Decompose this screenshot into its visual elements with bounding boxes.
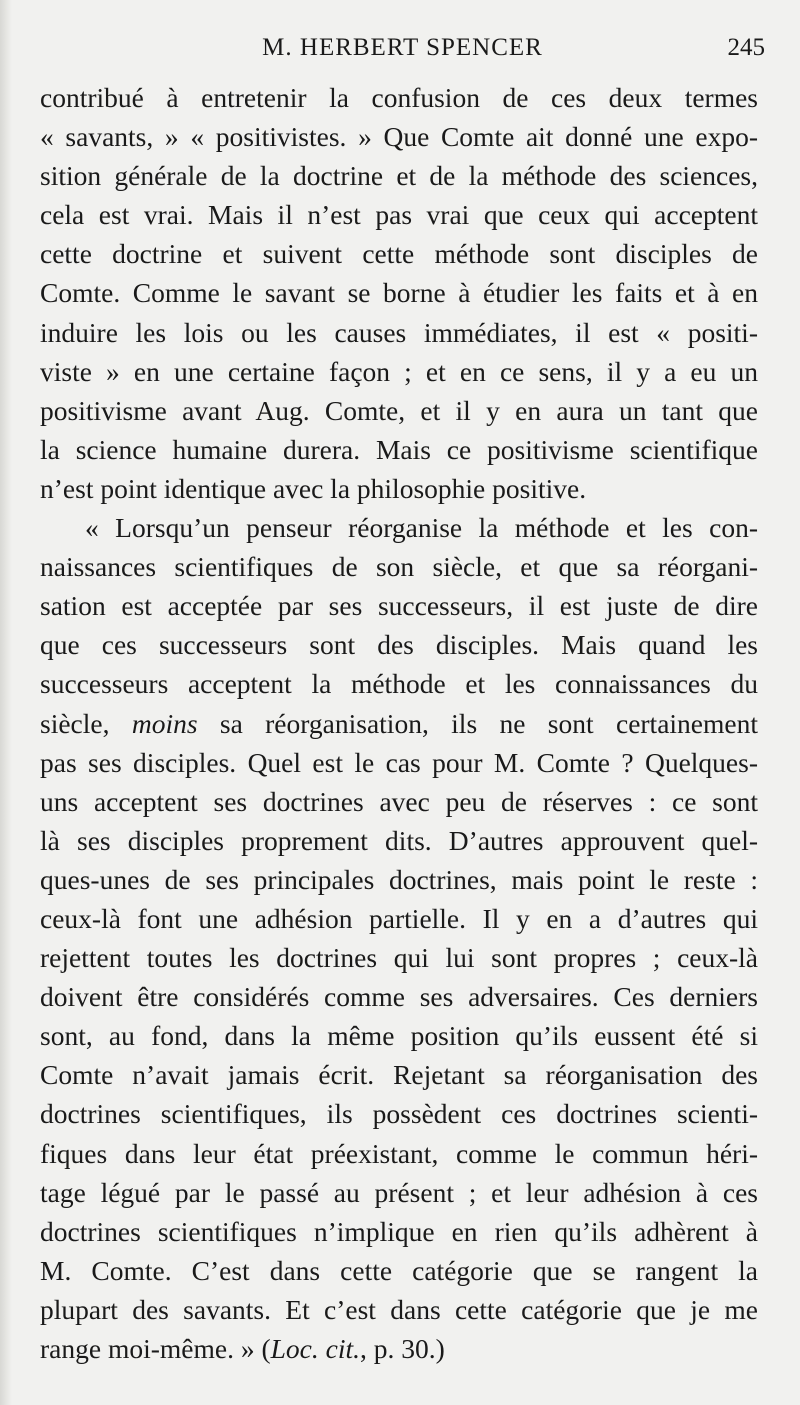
text-line: que ces successeurs sont des disciples. Mais quand les (40, 629, 758, 661)
text-line: cette doctrine et suivent cette méthode sont disciples de (40, 238, 758, 270)
text-line: cela est vrai. Mais il n’est pas vrai que ceux qui acceptent (40, 199, 758, 231)
text-line: sont, au fond, dans la même position qu’ils eussent été si (40, 1020, 758, 1052)
text-line: sation est acceptée par ses successeurs, il est juste de dire (40, 590, 758, 622)
text-line: là ses disciples proprement dits. D’autres approuvent quel- (40, 824, 758, 856)
text-line: rejettent toutes les doctrines qui lui sont propres ; ceux-là (40, 942, 758, 974)
text-line: pas ses disciples. Quel est le cas pour M. Comte ? Quelques- (40, 746, 758, 778)
text-line: sition générale de la doctrine et de la méthode des sciences, (40, 160, 758, 192)
text-line: positivisme avant Aug. Comte, et il y en aura un tant que (40, 394, 758, 426)
paragraph-1 (40, 78, 758, 508)
text-line: « savants, » « positivistes. » Que Comte ait donné une expo- (40, 121, 758, 153)
text-line-with-italic (40, 704, 758, 743)
text-line: Comte. Comme le savant se borne à étudier les faits et à en (40, 277, 758, 309)
text-line: ceux-là font une adhésion partielle. Il y en a d’autres qui (40, 902, 758, 934)
paragraph-2-quotation (40, 508, 758, 1368)
text-line: tage légué par le passé au présent ; et leur adhésion à ces (40, 1176, 758, 1208)
page-header (40, 34, 765, 74)
text-line: doctrines scientifiques n’implique en rien qu’ils adhèrent à (40, 1215, 758, 1247)
text-segment: , p. 30.) (359, 1333, 445, 1364)
text-line: doivent être considérés comme ses adversaires. Ces derniers (40, 981, 758, 1013)
text-line: contribué à entretenir la confusion de ces deux termes (40, 82, 758, 113)
text-segment: range moi-même. » ( (40, 1333, 271, 1364)
page-number: 245 (727, 34, 765, 61)
text-line: ques-unes de ses principales doctrines, mais point le reste : (40, 863, 758, 895)
text-segment: siècle, (40, 707, 132, 739)
text-line: fiques dans leur état préexistant, comme le commun héri- (40, 1137, 758, 1169)
italic-word: moins (131, 707, 198, 739)
running-title: M. HERBERT SPENCER (262, 34, 543, 61)
text-line: « Lorsqu’un penseur réorganise la méthode et les con- (85, 512, 758, 544)
text-line: uns acceptent ses doctrines avec peu de réserves : ce sont (40, 785, 758, 817)
text-line: Comte n’avait jamais écrit. Rejetant sa réorganisation des (40, 1059, 758, 1091)
text-line: M. Comte. C’est dans cette catégorie que se rangent la (40, 1254, 758, 1286)
citation-italic: Loc. cit. (270, 1333, 360, 1364)
text-line: doctrines scientifiques, ils possèdent ces doctrines scienti- (40, 1098, 758, 1130)
text-line: n’est point identique avec la philosophie positive. (40, 472, 587, 504)
text-line: viste » en une certaine façon ; et en ce sens, il y a eu un (40, 355, 758, 387)
text-line: induire les lois ou les causes immédiates, il est « positi- (40, 316, 758, 348)
text-line: successeurs acceptent la méthode et les connaissances du (40, 668, 758, 700)
body-text (40, 78, 758, 1368)
citation-line (40, 1329, 758, 1368)
text-segment: sa réorganisation, ils ne sont certainement (197, 707, 758, 739)
page-edge-shadow (0, 0, 12, 1405)
text-line: la science humaine durera. Mais ce positivisme scientifique (40, 433, 758, 465)
text-line: plupart des savants. Et c’est dans cette catégorie que je me (40, 1293, 758, 1325)
text-line: naissances scientifiques de son siècle, et que sa réorgani- (40, 551, 758, 583)
